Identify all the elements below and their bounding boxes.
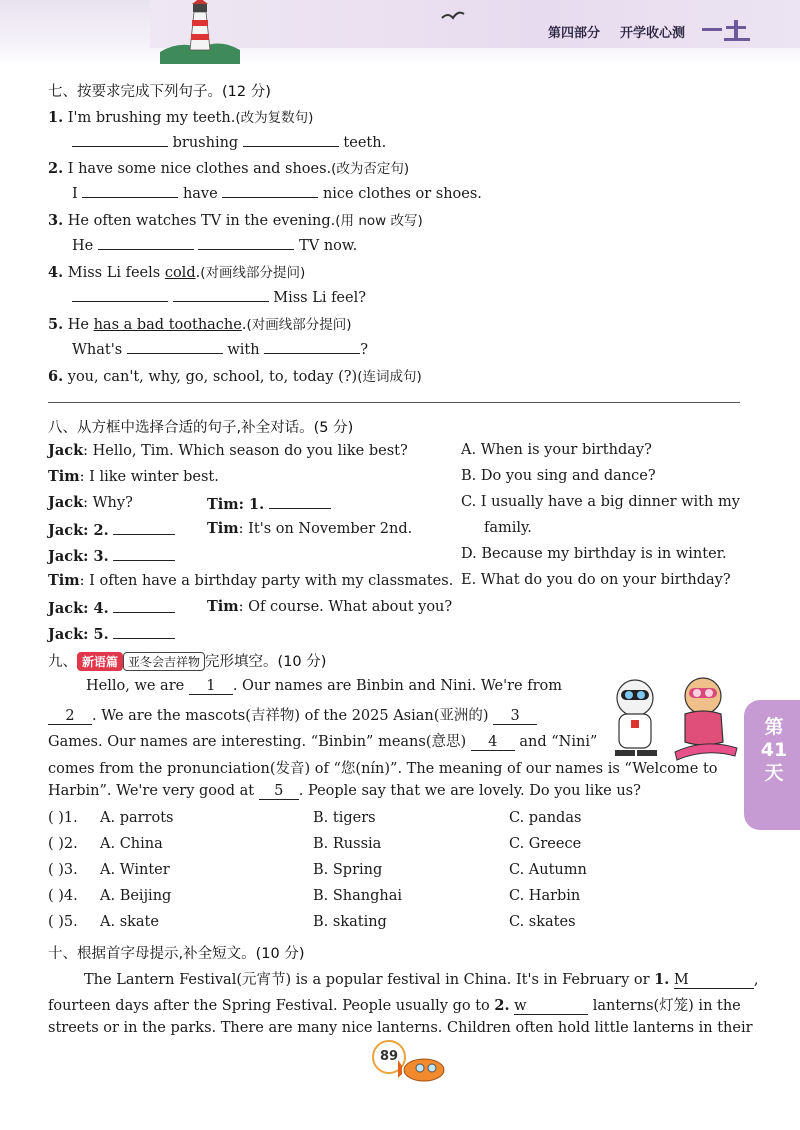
choice-option-c: C. Autumn (509, 862, 587, 878)
choice-option-a: A. China (100, 836, 163, 852)
choice-option-b: B. Russia (313, 836, 382, 852)
hint-blank-1[interactable]: M (674, 972, 754, 989)
s7-q3-answer: He TV now. (72, 235, 357, 254)
page-header (0, 0, 800, 66)
header-part: 第四部分 (548, 26, 601, 41)
s7-q5-answer: What's with ? (72, 339, 368, 358)
answer-blank[interactable] (113, 520, 175, 535)
option-a: A. When is your birthday? (461, 442, 652, 458)
option-d: D. Because my birthday is in winter. (461, 546, 727, 562)
dialog-line-4: Jack: 2. (48, 520, 175, 539)
hint-blank-2[interactable]: w (514, 998, 588, 1015)
passage-line-1: The Lantern Festival(元宵节) is a popular festival in China. It's in February or 1. M , (84, 971, 759, 988)
dialog-line-7b: Tim: Of course. What about you? (207, 598, 453, 615)
option-c-cont: family. (484, 520, 532, 536)
header-title: 开学收心测 (620, 26, 686, 41)
answer-blank[interactable] (98, 235, 194, 250)
s7-q2: 2. I have some nice clothes and shoes.(改为否定句) (48, 160, 410, 177)
choice-answer-bracket[interactable]: ( )1. (48, 810, 78, 826)
answer-blank[interactable] (127, 339, 223, 354)
section-7-heading: 七、按要求完成下列句子。(12 分) (48, 84, 271, 100)
choice-option-b: B. skating (313, 914, 387, 930)
mascots-illustration (605, 668, 740, 768)
choice-option-b: B. Spring (313, 862, 383, 878)
dialog-line-7: Jack: 4. (48, 598, 175, 617)
section-8-heading: 八、从方框中选择合适的句子,补全对话。(5 分) (48, 420, 354, 436)
s7-q1: 1. I'm brushing my teeth.(改为复数句) (48, 109, 314, 126)
choice-answer-bracket[interactable]: ( )2. (48, 836, 78, 852)
section-divider (48, 402, 740, 403)
choice-option-b: B. Shanghai (313, 888, 403, 904)
dialog-line-3: Jack: Why? (48, 494, 133, 511)
cloze-line-5: Harbin”. We're very good at 5 . People say that we are lovely. Do you like us? (48, 783, 641, 799)
cloze-blank-3[interactable]: 3 (493, 708, 537, 725)
s7-q3: 3. He often watches TV in the evening.(用 now 改写) (48, 212, 423, 229)
answer-blank[interactable] (198, 235, 294, 250)
cloze-line-4: comes from the pronunciation(发音) of “您(nín)”. The meaning of our names is “Welcome to (48, 761, 718, 777)
answer-blank[interactable] (113, 624, 175, 639)
s7-q4-answer: Miss Li feel? (72, 287, 366, 306)
s7-q5: 5. He has a bad toothache.(对画线部分提问) (48, 316, 352, 333)
cloze-blank-1[interactable]: 1 (189, 678, 233, 695)
dialog-line-1: Jack: Hello, Tim. Which season do you like best? (48, 442, 408, 459)
dialog-line-2: Tim: I like winter best. (48, 468, 219, 485)
header-decoration-icon (700, 16, 770, 44)
dialog-line-4b: Tim: It's on November 2nd. (207, 520, 413, 537)
answer-blank[interactable] (173, 287, 269, 302)
answer-blank[interactable] (269, 494, 331, 509)
choice-option-c: C. skates (509, 914, 576, 930)
dialog-line-8: Jack: 5. (48, 624, 175, 643)
option-c: C. I usually have a big dinner with my (461, 494, 740, 510)
choice-option-c: C. pandas (509, 810, 582, 826)
answer-blank[interactable] (72, 287, 168, 302)
answer-blank[interactable] (264, 339, 360, 354)
submarine-icon (398, 1050, 448, 1084)
cloze-blank-5[interactable]: 5 (259, 783, 299, 800)
cloze-blank-2[interactable]: 2 (48, 708, 92, 725)
choice-option-a: A. Beijing (100, 888, 172, 904)
choice-option-b: B. tigers (313, 810, 376, 826)
answer-blank[interactable] (113, 546, 175, 561)
topic-badge: 亚冬会吉祥物 (123, 652, 205, 671)
answer-blank[interactable] (113, 598, 175, 613)
section-9-heading: 九、 新语篇 亚冬会吉祥物 完形填空。(10 分) (48, 654, 327, 670)
answer-blank[interactable] (72, 132, 168, 147)
choice-answer-bracket[interactable]: ( )4. (48, 888, 78, 904)
choice-option-a: A. Winter (100, 862, 170, 878)
choice-option-c: C. Greece (509, 836, 582, 852)
page-number: 89 (372, 1040, 406, 1074)
dialog-line-6: Tim: I often have a birthday party with my classmates. (48, 572, 454, 589)
new-text-badge: 新语篇 (77, 652, 123, 671)
option-e: E. What do you do on your birthday? (461, 572, 731, 588)
s7-q1-answer: brushing teeth. (72, 132, 386, 151)
choice-answer-bracket[interactable]: ( )3. (48, 862, 78, 878)
cloze-line-3: Games. Our names are interesting. “Binbin” means(意思) 4 and “Nini” (48, 734, 598, 750)
choice-answer-bracket[interactable]: ( )5. (48, 914, 78, 930)
choice-option-a: A. skate (100, 914, 159, 930)
answer-blank[interactable] (82, 183, 178, 198)
passage-line-3: streets or in the parks. There are many nice lanterns. Children often hold little lanterns in their (48, 1020, 753, 1036)
cloze-line-2: 2 . We are the mascots(吉祥物) of the 2025 Asian(亚洲的) 3 (48, 704, 537, 725)
s7-q4: 4. Miss Li feels cold.(对画线部分提问) (48, 264, 306, 281)
dialog-line-3b: Tim: 1. (207, 494, 331, 513)
s7-q2-answer: I have nice clothes or shoes. (72, 183, 482, 202)
s7-q6: 6. you, can't, why, go, school, to, today (?)(连词成句) (48, 368, 422, 385)
cloze-line-1: Hello, we are 1 . Our names are Binbin and Nini. We're from (86, 678, 563, 694)
answer-blank[interactable] (243, 132, 339, 147)
section-10-heading: 十、根据首字母提示,补全短文。(10 分) (48, 946, 305, 962)
day-tab-label: 第 41 天 (760, 716, 788, 784)
dialog-line-5: Jack: 3. (48, 546, 175, 565)
option-b: B. Do you sing and dance? (461, 468, 656, 484)
choice-option-c: C. Harbin (509, 888, 581, 904)
passage-line-2: fourteen days after the Spring Festival. People usually go to 2. w lanterns(灯笼) in the (48, 997, 741, 1014)
cloze-blank-4[interactable]: 4 (471, 734, 515, 751)
answer-blank[interactable] (222, 183, 318, 198)
lighthouse-icon (160, 0, 240, 64)
bird-icon (440, 8, 466, 26)
choice-option-a: A. parrots (100, 810, 174, 826)
